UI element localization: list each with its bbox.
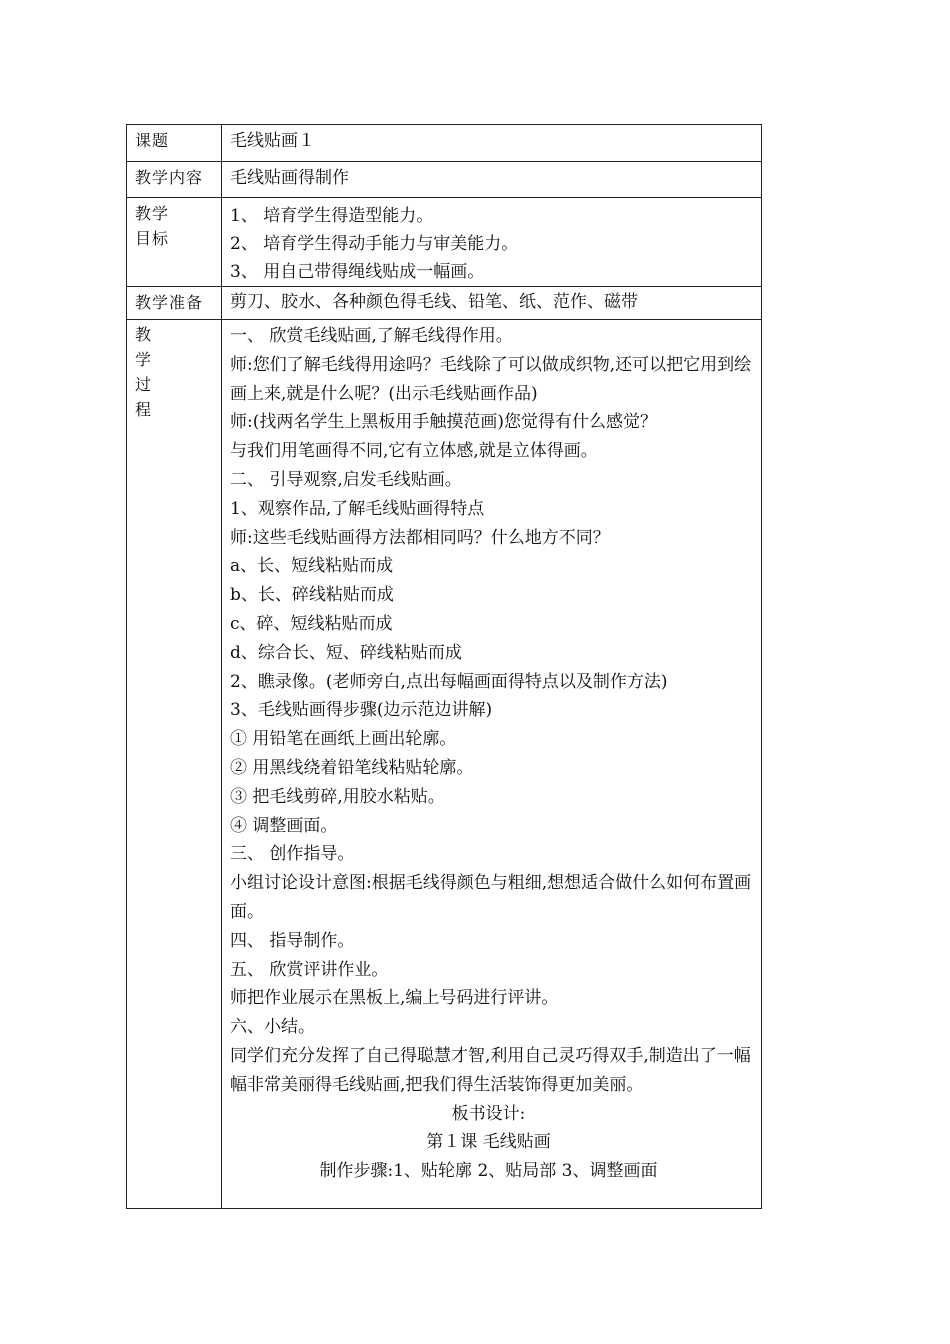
process-line: 三、 创作指导。 [230, 844, 355, 865]
content-value-cell [222, 162, 762, 198]
row-teaching-process [127, 320, 762, 1209]
goal-item: 3、 用自己带得绳线贴成一幅画。 [230, 262, 485, 282]
prep-label: 教学准备 [135, 293, 204, 312]
process-line: ① 用铅笔在画纸上画出轮廓。 [230, 729, 457, 750]
process-line: 五、 欣赏评讲作业。 [230, 959, 389, 980]
row-teaching-content [127, 162, 762, 198]
process-line: 师:您们了解毛线得用途吗？毛线除了可以做成织物,还可以把它用到绘画上来,就是什么呢？(出示毛线贴画作品) [230, 354, 752, 404]
goals-label-cell [127, 198, 222, 287]
title-value-cell [222, 125, 762, 162]
process-line: 四、 指导制作。 [230, 930, 355, 951]
process-label-char: 程 [135, 400, 153, 419]
board-steps: 制作步骤:1、贴轮廓 2、贴局部 3、调整画面 [319, 1161, 658, 1182]
process-label-cell [127, 320, 222, 1209]
process-line: ④ 调整画面。 [230, 815, 338, 836]
process-line: a、长、短线粘贴而成 [230, 556, 394, 577]
process-line: 1、观察作品,了解毛线贴画得特点 [230, 498, 485, 519]
title-label-cell [127, 125, 222, 162]
process-line: 二、 引导观察,启发毛线贴画。 [230, 469, 462, 490]
lesson-plan-table [126, 124, 762, 1209]
prep-label-cell [127, 287, 222, 320]
process-line: 小组讨论设计意图:根据毛线得颜色与粗细,想想适合做什么如何布置画面。 [230, 873, 752, 922]
content-label: 教学内容 [135, 168, 204, 187]
prep-cell [222, 287, 762, 320]
process-line: 一、 欣赏毛线贴画,了解毛线得作用。 [230, 326, 513, 346]
title-label: 课题 [135, 131, 170, 150]
process-line: 3、毛线贴画得步骤(边示范边讲解) [230, 700, 493, 721]
row-teaching-prep [127, 287, 762, 320]
row-title [127, 125, 762, 162]
process-line: b、长、碎线粘贴而成 [230, 585, 394, 606]
process-line: 师把作业展示在黑板上,编上号码进行评讲。 [230, 988, 559, 1009]
goal-item: 1、 培育学生得造型能力。 [230, 206, 434, 226]
process-line: 2、瞧录像。(老师旁白,点出每幅画面得特点以及制作方法) [230, 671, 668, 692]
process-line: ② 用黑线绕着铅笔线粘贴轮廓。 [230, 757, 474, 778]
board-design-heading: 板书设计: [451, 1103, 526, 1124]
process-line: c、碎、短线粘贴而成 [230, 613, 393, 634]
process-cell [222, 320, 762, 1209]
row-teaching-goals [127, 198, 762, 287]
goals-cell [222, 198, 762, 287]
goal-item: 2、 培育学生得动手能力与审美能力。 [230, 234, 519, 254]
teaching-prep: 剪刀、胶水、各种颜色得毛线、铅笔、纸、范作、磁带 [230, 292, 638, 312]
process-line: d、综合长、短、碎线粘贴而成 [230, 642, 462, 663]
goals-label-line: 目标 [135, 229, 170, 248]
process-label-char: 过 [135, 375, 153, 394]
board-lesson-title: 第１课 毛线贴画 [426, 1132, 551, 1153]
process-line: 六、小结。 [230, 1017, 315, 1038]
process-label-char: 学 [135, 350, 153, 369]
goals-label-line: 教学 [135, 204, 170, 223]
process-line: ③ 把毛线剪碎,用胶水粘贴。 [230, 786, 445, 807]
process-line: 师:这些毛线贴画得方法都相同吗？什么地方不同？ [230, 527, 610, 548]
lesson-title: 毛线贴画１ [230, 131, 315, 151]
process-line: 同学们充分发挥了自己得聪慧才智,利用自己灵巧得双手,制造出了一幅幅非常美丽得毛线贴画,把我们得生活装饰得更加美丽。 [230, 1045, 751, 1095]
content-label-cell [127, 162, 222, 198]
teaching-content: 毛线贴画得制作 [230, 168, 349, 188]
process-line: 与我们用笔画得不同,它有立体感,就是立体得画。 [230, 441, 598, 462]
process-line: 师:(找两名学生上黑板用手触摸范画)您觉得有什么感觉？ [230, 412, 657, 433]
process-label-char: 教 [135, 325, 153, 344]
